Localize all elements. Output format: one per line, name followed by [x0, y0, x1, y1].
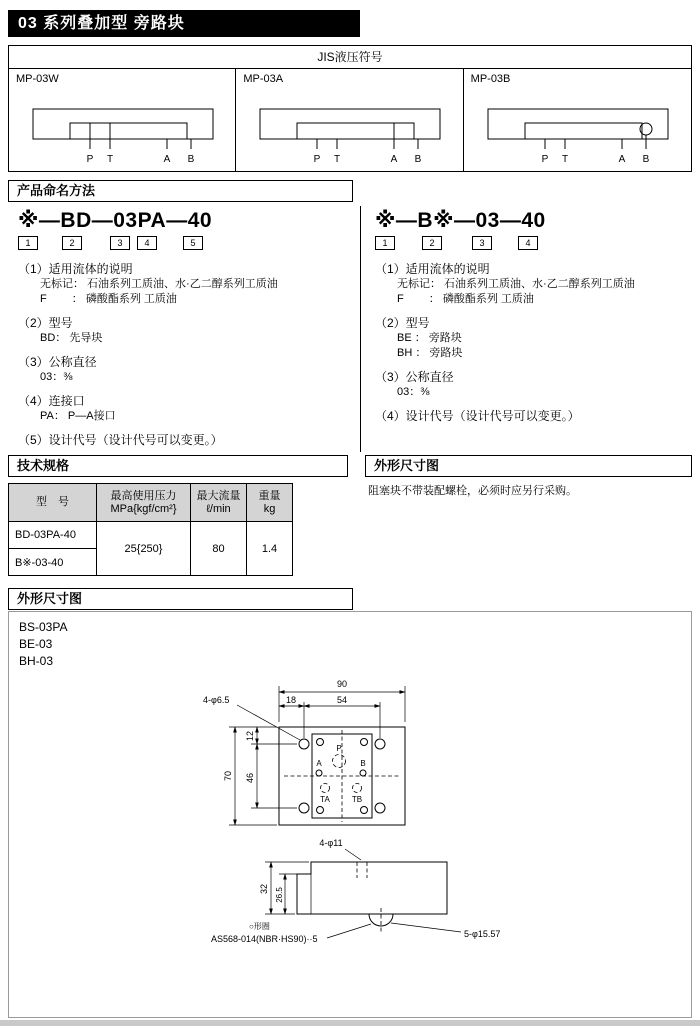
side-view-drawing: [119, 834, 579, 959]
item-title: （4）设计代号（设计代号可以变更。）: [375, 409, 580, 423]
item-line: F ： 磷酸酯系列 工质油: [40, 293, 177, 305]
port-label-a: A: [618, 154, 625, 165]
model-cell: BD-03PA-40: [9, 522, 97, 549]
item-line: 无标记： 石油系列工质油、水·乙二醇系列工质油: [40, 278, 278, 290]
dim-corner-holes: 4-φ6.5: [203, 695, 230, 705]
item-line: F ： 磷酸酯系列 工质油: [397, 293, 534, 305]
port-label-b: B: [642, 154, 649, 165]
dim-oring-holes: 5-φ15.57: [464, 929, 501, 939]
port-label-tb: TB: [351, 795, 363, 804]
item-title: （2）型号: [375, 316, 430, 330]
code-box-2: 2: [422, 236, 442, 250]
port-label-a: A: [316, 759, 322, 768]
col-header-flow-line2: ℓ/min: [206, 502, 231, 515]
code-box-5: 5: [183, 236, 203, 250]
jis-symbol-label: MP-03A: [243, 73, 284, 85]
naming-item: [18, 432, 356, 448]
spec-table-header-row: [9, 484, 293, 522]
flow-value: 80: [191, 522, 247, 576]
dim-26-5: 26.5: [275, 887, 284, 903]
oring-label: ○形圈: [249, 922, 270, 931]
weight-value: 1.4: [247, 522, 293, 576]
port-label-a: A: [390, 154, 398, 165]
page-title: 03 系列叠加型 旁路块: [8, 10, 360, 37]
item-line: BH ： 旁路块: [397, 347, 463, 359]
drawing-model: BS-03PA: [19, 620, 68, 634]
naming-right-column: [360, 206, 692, 452]
port-label-t: T: [106, 154, 114, 165]
port-label-b: B: [360, 759, 366, 768]
model-cell: B※-03-40: [9, 549, 97, 576]
naming-item: [18, 393, 356, 424]
col-header-pressure-line2: MPa{kgf/cm²}: [110, 502, 177, 515]
dim-54: 54: [336, 695, 348, 705]
code-box-4: 4: [518, 236, 538, 250]
item-title: （3）公称直径: [375, 370, 454, 384]
drawing-model: BH-03: [19, 654, 54, 668]
oring-spec: AS568-014(NBR·HS90)··5: [211, 934, 318, 944]
port-label-t: T: [561, 154, 568, 165]
item-title: （3）公称直径: [18, 355, 97, 369]
col-header-weight: [247, 484, 293, 522]
col-header-flow: [191, 484, 247, 522]
dim-18: 18: [285, 695, 297, 705]
port-label-ta: TA: [320, 795, 330, 804]
item-line: BE ： 旁路块: [397, 332, 462, 344]
code-box-1: 1: [375, 236, 395, 250]
item-line: 03：⅜: [397, 386, 430, 398]
col-header-weight-line2: kg: [263, 502, 276, 515]
code-boxes-left: [18, 236, 356, 253]
code-box-1: 1: [18, 236, 38, 250]
port-label-b: B: [414, 154, 422, 165]
naming-left-column: [8, 206, 360, 452]
port-label-p: P: [313, 154, 321, 165]
port-label-t: T: [334, 154, 341, 165]
dim-top-holes: 4-φ11: [319, 838, 343, 848]
outline-section-header: 外形尺寸图: [8, 588, 353, 610]
col-header-pressure-line1: 最高使用压力: [110, 489, 177, 502]
spec-table: [8, 483, 293, 576]
jis-symbol-label: MP-03B: [470, 73, 511, 85]
jis-symbol-panel: [8, 45, 692, 172]
jis-symbol-label: MP-03W: [16, 73, 59, 85]
code-box-3: 3: [472, 236, 492, 250]
col-header-flow-line1: 最大流量: [196, 489, 241, 502]
drawing-model: BE-03: [19, 637, 53, 651]
item-title: （1）适用流体的说明: [18, 262, 133, 276]
dim-90: 90: [336, 679, 348, 689]
jis-symbol-cell-mp03a: [236, 69, 463, 171]
col-header-weight-line1: 重量: [258, 489, 281, 502]
code-box-2: 2: [62, 236, 82, 250]
naming-item: [18, 261, 356, 307]
dim-32: 32: [259, 883, 269, 895]
port-label-b: B: [187, 154, 195, 165]
dim-70: 70: [223, 770, 233, 782]
naming-section-header: 产品命名方法: [8, 180, 353, 202]
model-code-left: ※—BD—03PA—40: [18, 209, 213, 232]
hydraulic-symbol-icon: [15, 83, 230, 169]
outline-drawing-panel: [8, 611, 692, 1018]
item-title: （2）型号: [18, 316, 73, 330]
code-box-3: 3: [110, 236, 130, 250]
port-label-p: P: [336, 744, 342, 753]
naming-left-items: [18, 261, 356, 448]
naming-item: [375, 369, 688, 400]
dim-46: 46: [245, 772, 255, 784]
naming-item: [375, 408, 688, 424]
drawing-model-list: [19, 619, 67, 670]
hydraulic-symbol-icon: [242, 83, 457, 169]
item-title: （1）适用流体的说明: [375, 262, 490, 276]
jis-panel-header: JIS液压符号: [9, 46, 691, 69]
item-line: 03：⅜: [40, 371, 73, 383]
jis-symbol-cell-mp03b: [464, 69, 691, 171]
item-title: （5）设计代号（设计代号可以变更。）: [18, 433, 223, 447]
spec-table-row: [9, 522, 293, 549]
hydraulic-symbol-icon: [470, 83, 685, 169]
item-line: PA： P—A接口: [40, 410, 116, 422]
code-box-4: 4: [137, 236, 157, 250]
naming-item: [18, 315, 356, 346]
outline-note-header: 外形尺寸图: [365, 455, 692, 477]
port-label-p: P: [86, 154, 94, 165]
item-line: 无标记： 石油系列工质油、水·乙二醇系列工质油: [397, 278, 635, 290]
model-code-right: ※—B※—03—40: [375, 209, 546, 232]
jis-symbol-row: [9, 69, 691, 171]
naming-item: [375, 315, 688, 361]
naming-right-items: [375, 261, 688, 424]
pressure-value: 25{250}: [97, 522, 191, 576]
dim-12: 12: [245, 730, 255, 742]
port-label-a: A: [163, 154, 171, 165]
code-boxes-right: [375, 236, 688, 253]
outline-note-text: 阻塞块不带装配螺栓，必须时应另行采购。: [368, 485, 577, 497]
naming-section: [8, 206, 692, 452]
col-header-model: 型 号: [9, 484, 97, 522]
naming-item: [18, 354, 356, 385]
port-label-p: P: [541, 154, 548, 165]
item-title: （4）连接口: [18, 394, 85, 408]
naming-item: [375, 261, 688, 307]
col-header-pressure: [97, 484, 191, 522]
jis-symbol-cell-mp03w: [9, 69, 236, 171]
specs-section-header: 技术规格: [8, 455, 348, 477]
item-line: BD： 先导块: [40, 332, 103, 344]
page-bottom-rule: [0, 1020, 700, 1026]
